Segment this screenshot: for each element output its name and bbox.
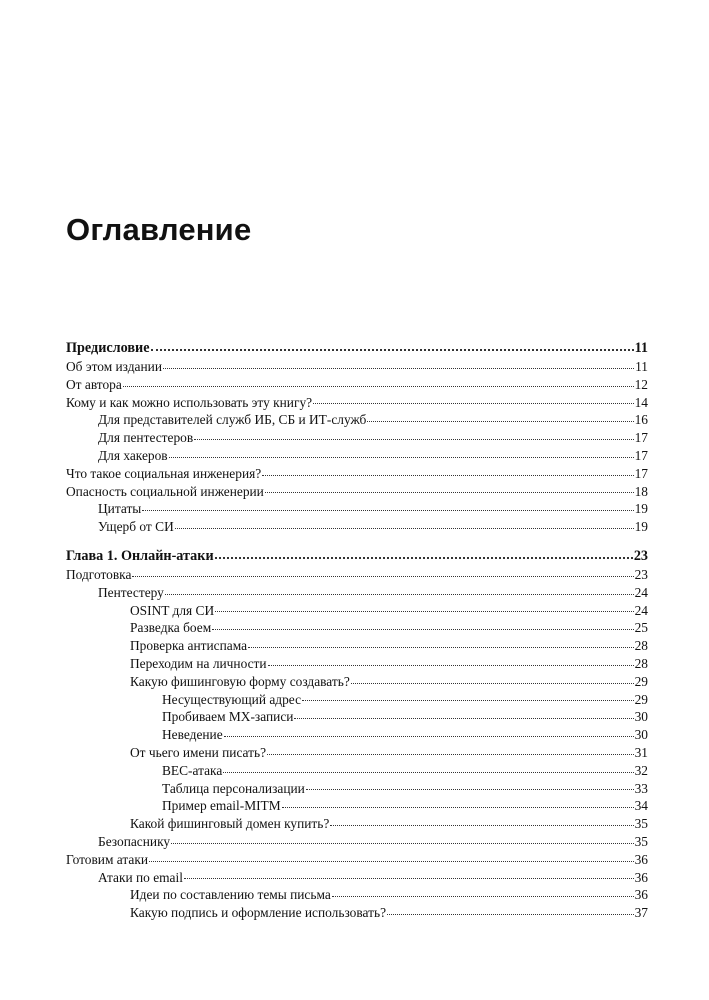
- toc-entry-label: Глава 1. Онлайн-атаки: [66, 547, 214, 564]
- dot-leader: [265, 491, 634, 493]
- toc-entry-page: 36: [634, 869, 648, 885]
- toc-entry-page: 24: [634, 584, 648, 600]
- toc-entry-label: Проверка антиспама: [130, 638, 248, 654]
- toc-entry-label: Пентестеру: [98, 584, 164, 600]
- toc-entry-label: Какой фишинговый домен купить?: [130, 816, 330, 832]
- table-of-contents: [66, 339, 648, 922]
- toc-entry-label: Таблица персонализации: [162, 780, 305, 796]
- dot-leader: [149, 860, 634, 862]
- dot-leader: [306, 788, 634, 790]
- toc-entry-page: 23: [634, 566, 648, 582]
- toc-entry[interactable]: [66, 602, 648, 620]
- toc-entry-page: 23: [633, 547, 648, 564]
- dot-leader: [268, 664, 634, 666]
- dot-leader: [351, 682, 634, 684]
- toc-entry-label: Кому и как можно использовать эту книгу?: [66, 394, 313, 410]
- toc-entry-label: Пример email-MITM: [162, 798, 281, 814]
- toc-entry-label: Атаки по email: [98, 869, 183, 885]
- toc-entry-page: 18: [634, 483, 648, 499]
- toc-entry[interactable]: [66, 566, 648, 584]
- page-title: Оглавление: [66, 212, 252, 247]
- toc-entry[interactable]: [66, 726, 648, 744]
- toc-entry-page: 16: [634, 412, 648, 428]
- toc-entry[interactable]: [66, 483, 648, 501]
- toc-entry-label: Цитаты: [98, 501, 142, 517]
- toc-entry-label: Опасность социальной инженерии: [66, 483, 264, 499]
- toc-entry-label: Идеи по составлению темы письма: [130, 887, 331, 903]
- toc-entry[interactable]: [66, 518, 648, 536]
- dot-leader: [224, 735, 634, 737]
- toc-entry[interactable]: [66, 655, 648, 673]
- dot-leader: [163, 367, 634, 369]
- toc-entry-page: 17: [634, 430, 648, 446]
- toc-entry-page: 30: [634, 709, 648, 725]
- toc-entry[interactable]: [66, 815, 648, 833]
- toc-entry[interactable]: [66, 465, 648, 483]
- toc-entry[interactable]: [66, 429, 648, 447]
- toc-chapter-entry[interactable]: [66, 547, 648, 566]
- toc-entry[interactable]: [66, 584, 648, 602]
- toc-entry[interactable]: [66, 886, 648, 904]
- toc-entry-label: От чьего имени писать?: [130, 744, 267, 760]
- dot-leader: [282, 806, 634, 808]
- toc-entry-page: 29: [634, 691, 648, 707]
- toc-entry[interactable]: [66, 500, 648, 518]
- dot-leader: [332, 895, 634, 897]
- dot-leader: [267, 753, 634, 755]
- dot-leader: [175, 527, 634, 529]
- dot-leader: [194, 438, 633, 440]
- toc-entry[interactable]: [66, 376, 648, 394]
- toc-entry-label: Предисловие: [66, 340, 150, 356]
- toc-entry-label: Безопаснику: [98, 833, 171, 849]
- toc-entry[interactable]: [66, 797, 648, 815]
- toc-entry-label: Какую фишинговую форму создавать?: [130, 673, 350, 689]
- toc-entry-page: 35: [634, 833, 648, 849]
- toc-entry-page: 36: [634, 887, 648, 903]
- dot-leader: [313, 402, 634, 404]
- toc-entry-page: 32: [634, 762, 648, 778]
- toc-entry[interactable]: [66, 708, 648, 726]
- dot-leader: [294, 717, 633, 719]
- toc-entry-page: 36: [634, 851, 648, 867]
- toc-entry-page: 25: [634, 620, 648, 636]
- toc-entry-page: 24: [634, 602, 648, 618]
- dot-leader: [212, 628, 633, 630]
- dot-leader: [171, 842, 634, 844]
- toc-entry-label: Какую подпись и оформление использовать?: [130, 905, 387, 921]
- toc-entry-page: 17: [634, 447, 648, 463]
- toc-entry[interactable]: [66, 904, 648, 922]
- dot-leader: [123, 385, 634, 387]
- toc-entry[interactable]: [66, 394, 648, 412]
- toc-entry-page: 19: [634, 519, 648, 535]
- toc-entry[interactable]: [66, 637, 648, 655]
- toc-entry-label: OSINT для СИ: [130, 602, 215, 618]
- toc-entry-page: 33: [634, 780, 648, 796]
- toc-entry-label: Неведение: [162, 727, 223, 743]
- dot-leader: [262, 474, 633, 476]
- toc-entry-label: Что такое социальная инженерия?: [66, 465, 262, 481]
- toc-entry[interactable]: [66, 358, 648, 376]
- toc-entry-label: Для хакеров: [98, 447, 168, 463]
- toc-entry-page: 28: [634, 638, 648, 654]
- toc-entry[interactable]: [66, 673, 648, 691]
- toc-entry-label: Для представителей служб ИБ, СБ и ИТ-служб: [98, 412, 367, 428]
- dot-leader: [151, 348, 634, 351]
- toc-entry-page: 19: [634, 501, 648, 517]
- dot-leader: [132, 575, 633, 577]
- toc-entry-page: 11: [635, 359, 648, 374]
- toc-entry[interactable]: [66, 744, 648, 762]
- toc-entry[interactable]: [66, 780, 648, 798]
- toc-entry[interactable]: [66, 619, 648, 637]
- toc-entry-label: Об этом издании: [66, 359, 162, 374]
- toc-chapter-entry[interactable]: [66, 339, 648, 358]
- toc-entry-page: 12: [634, 376, 648, 392]
- dot-leader: [223, 771, 633, 773]
- toc-entry-label: BEC-атака: [162, 762, 223, 778]
- toc-entry-page: 28: [634, 655, 648, 671]
- toc-entry-page: 31: [634, 744, 648, 760]
- toc-entry-page: 35: [634, 816, 648, 832]
- dot-leader: [142, 509, 633, 511]
- toc-entry-page: 29: [634, 673, 648, 689]
- dot-leader: [215, 610, 633, 612]
- toc-entry-label: Готовим атаки: [66, 851, 148, 867]
- toc-entry[interactable]: [66, 447, 648, 465]
- toc-entry-label: Несуществующий адрес: [162, 691, 302, 707]
- dot-leader: [165, 593, 634, 595]
- toc-entry-label: Для пентестеров: [98, 430, 194, 446]
- toc-entry[interactable]: [66, 762, 648, 780]
- toc-entry[interactable]: [66, 691, 648, 709]
- toc-entry[interactable]: [66, 851, 648, 869]
- dot-leader: [248, 646, 634, 648]
- dot-leader: [169, 456, 634, 458]
- toc-entry-page: 30: [634, 727, 648, 743]
- toc-entry-label: Подготовка: [66, 566, 132, 582]
- dot-leader: [387, 913, 634, 915]
- toc-entry-page: 34: [634, 798, 648, 814]
- toc-entry-label: От автора: [66, 376, 122, 392]
- toc-entry-page: 14: [634, 394, 648, 410]
- toc-entry-page: 17: [634, 465, 648, 481]
- toc-entry-label: Пробиваем MX-записи: [162, 709, 294, 725]
- toc-entry[interactable]: [66, 869, 648, 887]
- dot-leader: [302, 699, 634, 701]
- toc-entry-label: Ущерб от СИ: [98, 519, 174, 535]
- dot-leader: [215, 556, 633, 559]
- toc-entry[interactable]: [66, 833, 648, 851]
- toc-entry-label: Разведка боем: [130, 620, 212, 636]
- dot-leader: [184, 877, 634, 879]
- toc-entry-page: 11: [634, 340, 648, 356]
- toc-entry-page: 37: [634, 905, 648, 921]
- toc-entry-label: Переходим на личности: [130, 655, 267, 671]
- dot-leader: [367, 420, 633, 422]
- dot-leader: [330, 824, 633, 826]
- toc-entry[interactable]: [66, 411, 648, 429]
